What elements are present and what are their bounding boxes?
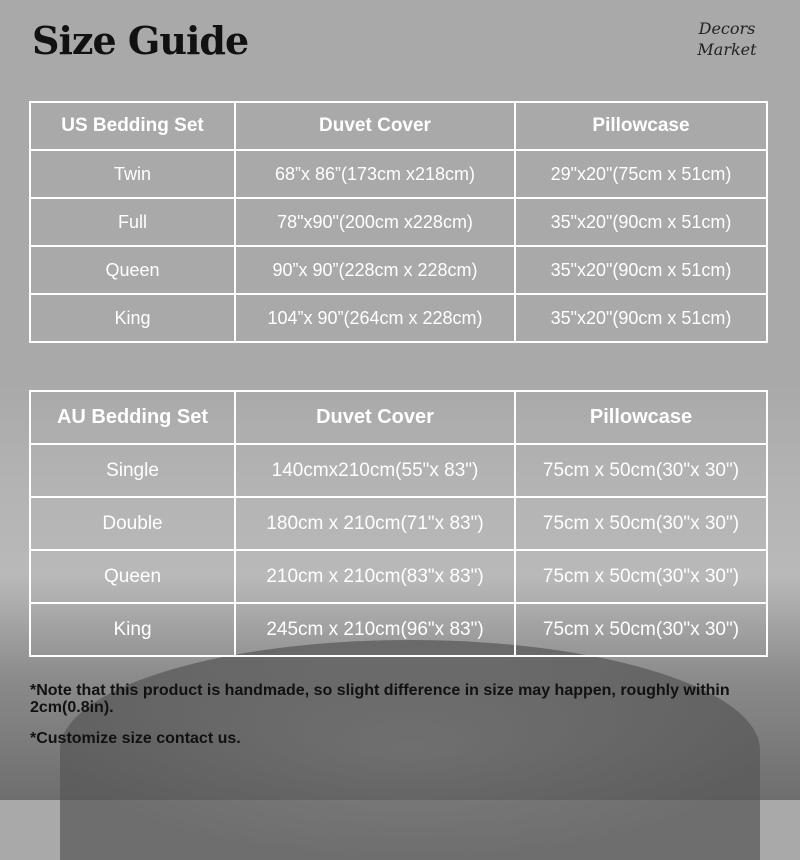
header-cell: AU Bedding Set (30, 391, 235, 444)
customize-note: *Customize size contact us. (30, 730, 241, 747)
page-title: Size Guide (32, 18, 249, 63)
size-cell: Twin (30, 150, 235, 198)
table-header-row (30, 391, 767, 444)
duvet-cell: 78"x90"(200cm x228cm) (235, 198, 515, 246)
brand-logo: Decors Market (697, 19, 757, 59)
handmade-note: *Note that this product is handmade, so slight difference in size may happen, roughly within 2cm(0.8in). (30, 682, 730, 716)
size-cell: King (30, 294, 235, 342)
size-cell: Single (30, 444, 235, 497)
header-cell: Pillowcase (515, 102, 767, 150)
header-cell: Duvet Cover (235, 102, 515, 150)
table-row (30, 497, 767, 550)
background-bed-photo (60, 640, 760, 860)
duvet-cell: 245cm x 210cm(96"x 83") (235, 603, 515, 656)
pillowcase-cell: 75cm x 50cm(30"x 30") (515, 550, 767, 603)
table-row (30, 603, 767, 656)
pillowcase-cell: 75cm x 50cm(30"x 30") (515, 444, 767, 497)
size-cell: Queen (30, 550, 235, 603)
table-row (30, 444, 767, 497)
table-header-row (30, 102, 767, 150)
table-row (30, 246, 767, 294)
duvet-cell: 210cm x 210cm(83"x 83") (235, 550, 515, 603)
table-row (30, 150, 767, 198)
us-size-table (29, 101, 768, 343)
duvet-cell: 68”x 86”(173cm x218cm) (235, 150, 515, 198)
size-cell: Full (30, 198, 235, 246)
duvet-cell: 90”x 90”(228cm x 228cm) (235, 246, 515, 294)
size-cell: Queen (30, 246, 235, 294)
header-cell: Duvet Cover (235, 391, 515, 444)
duvet-cell: 180cm x 210cm(71"x 83") (235, 497, 515, 550)
pillowcase-cell: 75cm x 50cm(30"x 30") (515, 497, 767, 550)
table-row (30, 198, 767, 246)
size-cell: King (30, 603, 235, 656)
header-cell: Pillowcase (515, 391, 767, 444)
pillowcase-cell: 75cm x 50cm(30"x 30") (515, 603, 767, 656)
au-size-table (29, 390, 768, 657)
duvet-cell: 140cmx210cm(55"x 83") (235, 444, 515, 497)
pillowcase-cell: 35"x20"(90cm x 51cm) (515, 198, 767, 246)
pillowcase-cell: 35"x20"(90cm x 51cm) (515, 294, 767, 342)
table-row (30, 550, 767, 603)
table-row (30, 294, 767, 342)
size-cell: Double (30, 497, 235, 550)
duvet-cell: 104”x 90”(264cm x 228cm) (235, 294, 515, 342)
pillowcase-cell: 29"x20"(75cm x 51cm) (515, 150, 767, 198)
pillowcase-cell: 35"x20"(90cm x 51cm) (515, 246, 767, 294)
header-cell: US Bedding Set (30, 102, 235, 150)
